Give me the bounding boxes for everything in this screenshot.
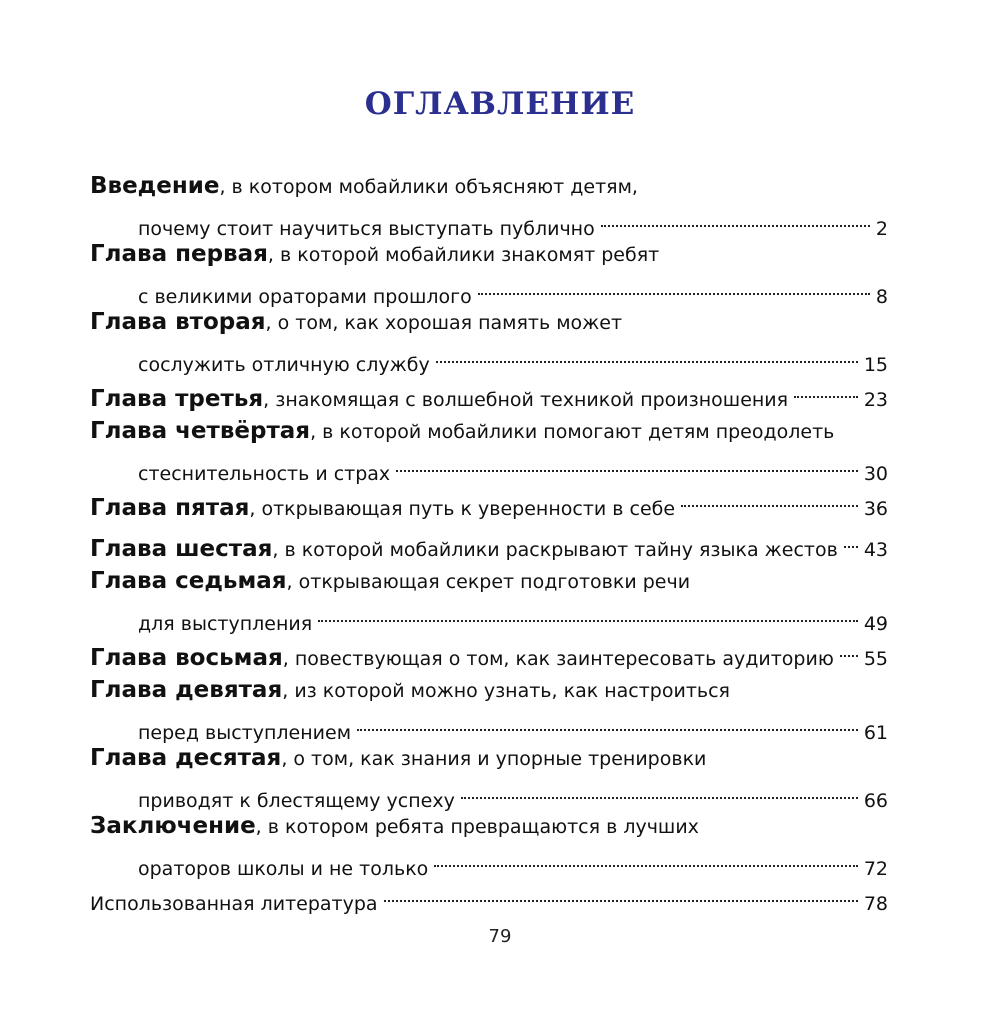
dot-leader (844, 524, 858, 556)
toc-page-number: 66 (863, 790, 888, 812)
toc-entry-chapter-6[interactable] (90, 524, 888, 565)
toc-entry-heading: Глава четвёртая (90, 418, 311, 444)
toc-entry-description: , о том, как знания и упорные тренировки (281, 748, 707, 770)
toc-entry-introduction[interactable] (90, 170, 888, 238)
toc-entry-chapter-1[interactable] (90, 238, 888, 306)
dot-leader (384, 878, 858, 910)
toc-entry-heading: Глава вторая (90, 309, 266, 335)
toc-page-number: 55 (863, 648, 888, 670)
toc-entry-description-continued: перед выступлением (138, 722, 352, 744)
dot-leader (478, 271, 870, 303)
dot-leader (840, 633, 858, 665)
dot-leader (461, 775, 858, 807)
dot-leader (681, 483, 858, 515)
dot-leader (601, 203, 870, 235)
toc-entry-chapter-9[interactable] (90, 674, 888, 742)
toc-page-number: 15 (863, 354, 888, 376)
toc-entry-description: , повествующая о том, как заинтересовать аудиторию (282, 648, 834, 670)
toc-entry-description: , из которой можно узнать, как настроиться (282, 680, 730, 702)
toc-entry-description: , открывающая путь к уверенности в себе (249, 498, 676, 520)
toc-page-number: 36 (863, 498, 888, 520)
toc-entry-heading: Использованная литература (90, 893, 378, 915)
toc-entry-description: , в которой мобайлики помогают детям преодолеть (310, 421, 835, 443)
toc-entry-heading: Глава восьмая (90, 645, 283, 671)
toc-page-number: 23 (863, 389, 888, 411)
toc-page-number: 78 (863, 893, 888, 915)
dot-leader (794, 374, 858, 406)
toc-entry-description: , знакомящая с волшебной техникой произношения (263, 389, 789, 411)
toc-page-number: 43 (863, 539, 888, 561)
toc-entry-heading: Глава пятая (90, 495, 250, 521)
toc-entry-heading: Глава первая (90, 241, 268, 267)
toc-page-number: 72 (863, 858, 888, 880)
toc-entry-heading: Глава девятая (90, 677, 283, 703)
page-title: ОГЛАВЛЕНИЕ (364, 86, 636, 122)
dot-leader (357, 707, 858, 739)
toc-entry-description-continued: для выступления (138, 613, 313, 635)
toc-entry-heading: Введение (90, 173, 220, 199)
toc-entry-heading: Глава десятая (90, 745, 282, 771)
dot-leader (436, 339, 858, 371)
dot-leader (318, 598, 858, 630)
toc-entry-heading: Глава седьмая (90, 568, 287, 594)
toc-entry-heading: Глава шестая (90, 536, 273, 562)
toc-entry-chapter-7[interactable] (90, 565, 888, 633)
dot-leader (434, 843, 858, 875)
toc-entry-chapter-4[interactable] (90, 415, 888, 483)
toc-entry-chapter-2[interactable] (90, 306, 888, 374)
toc-page-number: 30 (863, 463, 888, 485)
toc-entry-chapter-10[interactable] (90, 742, 888, 810)
toc-page-number: 49 (863, 613, 888, 635)
toc-entry-description: , о том, как хорошая память может (265, 312, 623, 334)
dot-leader (396, 448, 858, 480)
toc-entry-description-continued: приводят к блестящему успеху (138, 790, 455, 812)
table-of-contents (90, 170, 888, 919)
toc-entry-description: , открывающая секрет подготовки речи (286, 571, 691, 593)
page-number: 79 (488, 926, 512, 947)
toc-entry-description: , в которой мобайлики знакомят ребят (267, 244, 660, 266)
toc-entry-description-continued: сослужить отличную службу (138, 354, 430, 376)
toc-entry-description-continued: стеснительность и страх (138, 463, 391, 485)
toc-entry-heading: Заключение (90, 813, 256, 839)
toc-entry-conclusion[interactable] (90, 810, 888, 878)
toc-entry-description-continued: с великими ораторами прошлого (138, 286, 472, 308)
toc-page-number: 2 (875, 218, 888, 240)
toc-page-number: 61 (863, 722, 888, 744)
toc-page-number: 8 (875, 286, 888, 308)
toc-entry-description-continued: ораторов школы и не только (138, 858, 429, 880)
toc-entry-description: , в котором ребята превращаются в лучших (255, 816, 699, 838)
toc-entry-heading: Глава третья (90, 386, 264, 412)
toc-entry-description: , в котором мобайлики объясняют детям, (219, 176, 638, 198)
toc-entry-description-continued: почему стоит научиться выступать публично (138, 218, 595, 240)
toc-entry-description: , в которой мобайлики раскрывают тайну языка жестов (272, 539, 838, 561)
